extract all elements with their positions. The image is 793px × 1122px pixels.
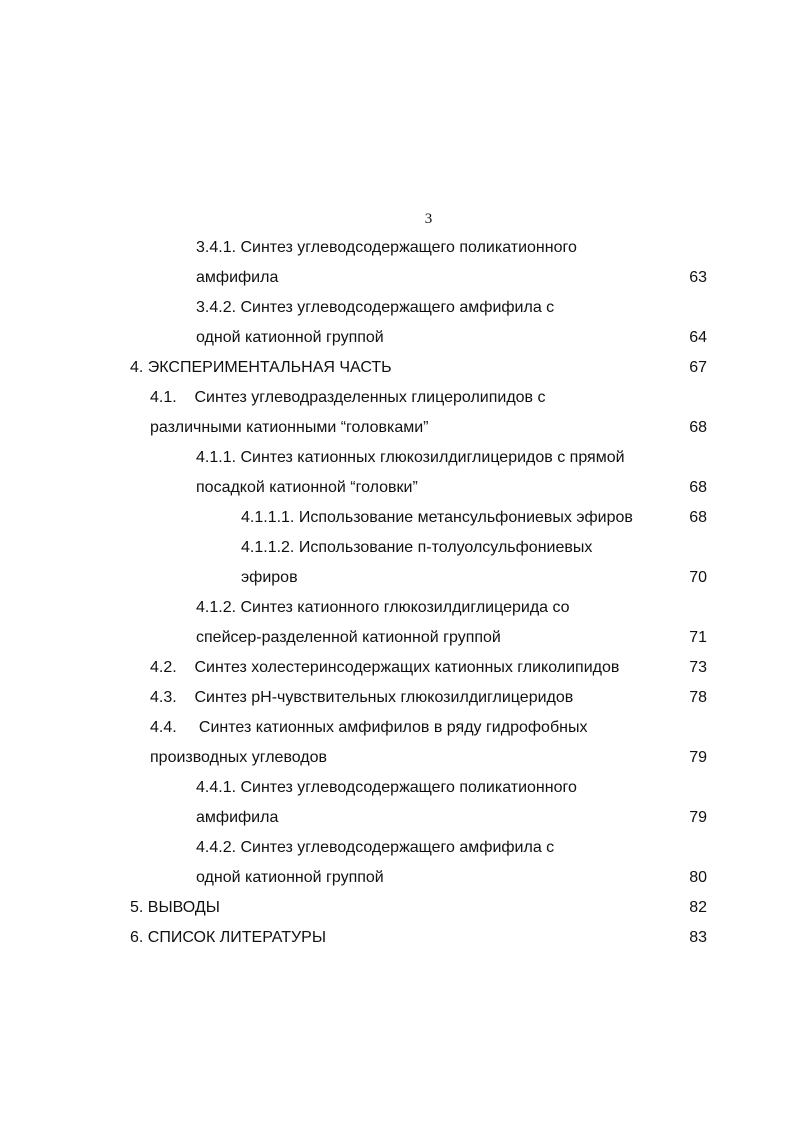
toc-entry [0, 833, 793, 863]
toc-entry [0, 533, 793, 563]
toc-entry-text: амфифила [196, 809, 279, 826]
toc-entry-page: 80 [689, 869, 707, 886]
toc-entry [0, 683, 793, 713]
toc-entry-page: 70 [689, 569, 707, 586]
toc-entry [0, 413, 793, 443]
toc-entry [0, 383, 793, 413]
toc-entry [0, 623, 793, 653]
toc-entry-text: 4.1. Синтез углеводразделенных глицеролипидов с [150, 389, 546, 406]
toc-entry-page: 79 [689, 809, 707, 826]
toc-entry-page: 68 [689, 419, 707, 436]
toc-entry-text: эфиров [241, 569, 298, 586]
toc-entry [0, 473, 793, 503]
toc-entry-page: 64 [689, 329, 707, 346]
toc-entry-text: 4.1.1. Синтез катионных глюкозилдиглицеридов с прямой [196, 449, 625, 466]
toc-entry-text: 4.3. Синтез pH-чувствительных глюкозилдиглицеридов [150, 689, 574, 706]
toc-entry [0, 353, 793, 383]
toc-entry [0, 503, 793, 533]
toc-entry [0, 593, 793, 623]
toc-entry-page: 67 [689, 359, 707, 376]
toc-entry [0, 923, 793, 953]
toc-entry-page: 79 [689, 749, 707, 766]
toc-entry-text: 5. ВЫВОДЫ [130, 899, 220, 916]
toc-entry [0, 233, 793, 263]
toc-entry [0, 653, 793, 683]
toc-entry-text: 4.4.1. Синтез углеводсодержащего поликатионного [196, 779, 577, 796]
toc-entry-text: 4.1.2. Синтез катионного глюкозилдиглицерида со [196, 599, 570, 616]
toc-entry-page: 63 [689, 269, 707, 286]
toc-entry [0, 293, 793, 323]
toc-entry-text: 4.4.2. Синтез углеводсодержащего амфифила с [196, 839, 555, 856]
toc-entry [0, 773, 793, 803]
toc-entry-page: 68 [689, 479, 707, 496]
toc-entry-text: одной катионной группой [196, 869, 384, 886]
toc-entry-page: 73 [689, 659, 707, 676]
toc-entry [0, 563, 793, 593]
toc-entry-text: производных углеводов [150, 749, 328, 766]
toc-entry-text: 3.4.1. Синтез углеводсодержащего поликатионного [196, 239, 577, 256]
toc-entry-text: одной катионной группой [196, 329, 384, 346]
toc-entry-text: различными катионными “головками” [150, 419, 429, 436]
toc-entry [0, 803, 793, 833]
toc-entry-page: 71 [689, 629, 707, 646]
toc-entry-text: 4.4. Синтез катионных амфифилов в ряду гидрофобных [150, 719, 588, 736]
page-number: 3 [424, 211, 433, 227]
toc-entry [0, 743, 793, 773]
toc-entry [0, 713, 793, 743]
toc-entry-page: 83 [689, 929, 707, 946]
toc-entry-text: 4.1.1.2. Использование п-толуолсульфониевых [241, 539, 593, 556]
toc-entry-text: 4.2. Синтез холестеринсодержащих катионных гликолипидов [150, 659, 620, 676]
toc-entry [0, 443, 793, 473]
toc-entry-page: 78 [689, 689, 707, 706]
toc-entry [0, 863, 793, 893]
toc-entry [0, 323, 793, 353]
toc-entry-text: 6. СПИСОК ЛИТЕРАТУРЫ [130, 929, 326, 946]
toc-entry [0, 263, 793, 293]
toc-entry-page: 68 [689, 509, 707, 526]
toc-entry-text: 4. ЭКСПЕРИМЕНТАЛЬНАЯ ЧАСТЬ [130, 359, 392, 376]
toc-entry-text: 3.4.2. Синтез углеводсодержащего амфифила с [196, 299, 555, 316]
toc-entry-text: посадкой катионной “головки” [196, 479, 418, 496]
toc-entry-text: амфифила [196, 269, 279, 286]
toc-entry [0, 893, 793, 923]
toc-entry-text: 4.1.1.1. Использование метансульфониевых эфиров [241, 509, 633, 526]
toc-entry-text: спейсер-разделенной катионной группой [196, 629, 501, 646]
toc-entry-page: 82 [689, 899, 707, 916]
